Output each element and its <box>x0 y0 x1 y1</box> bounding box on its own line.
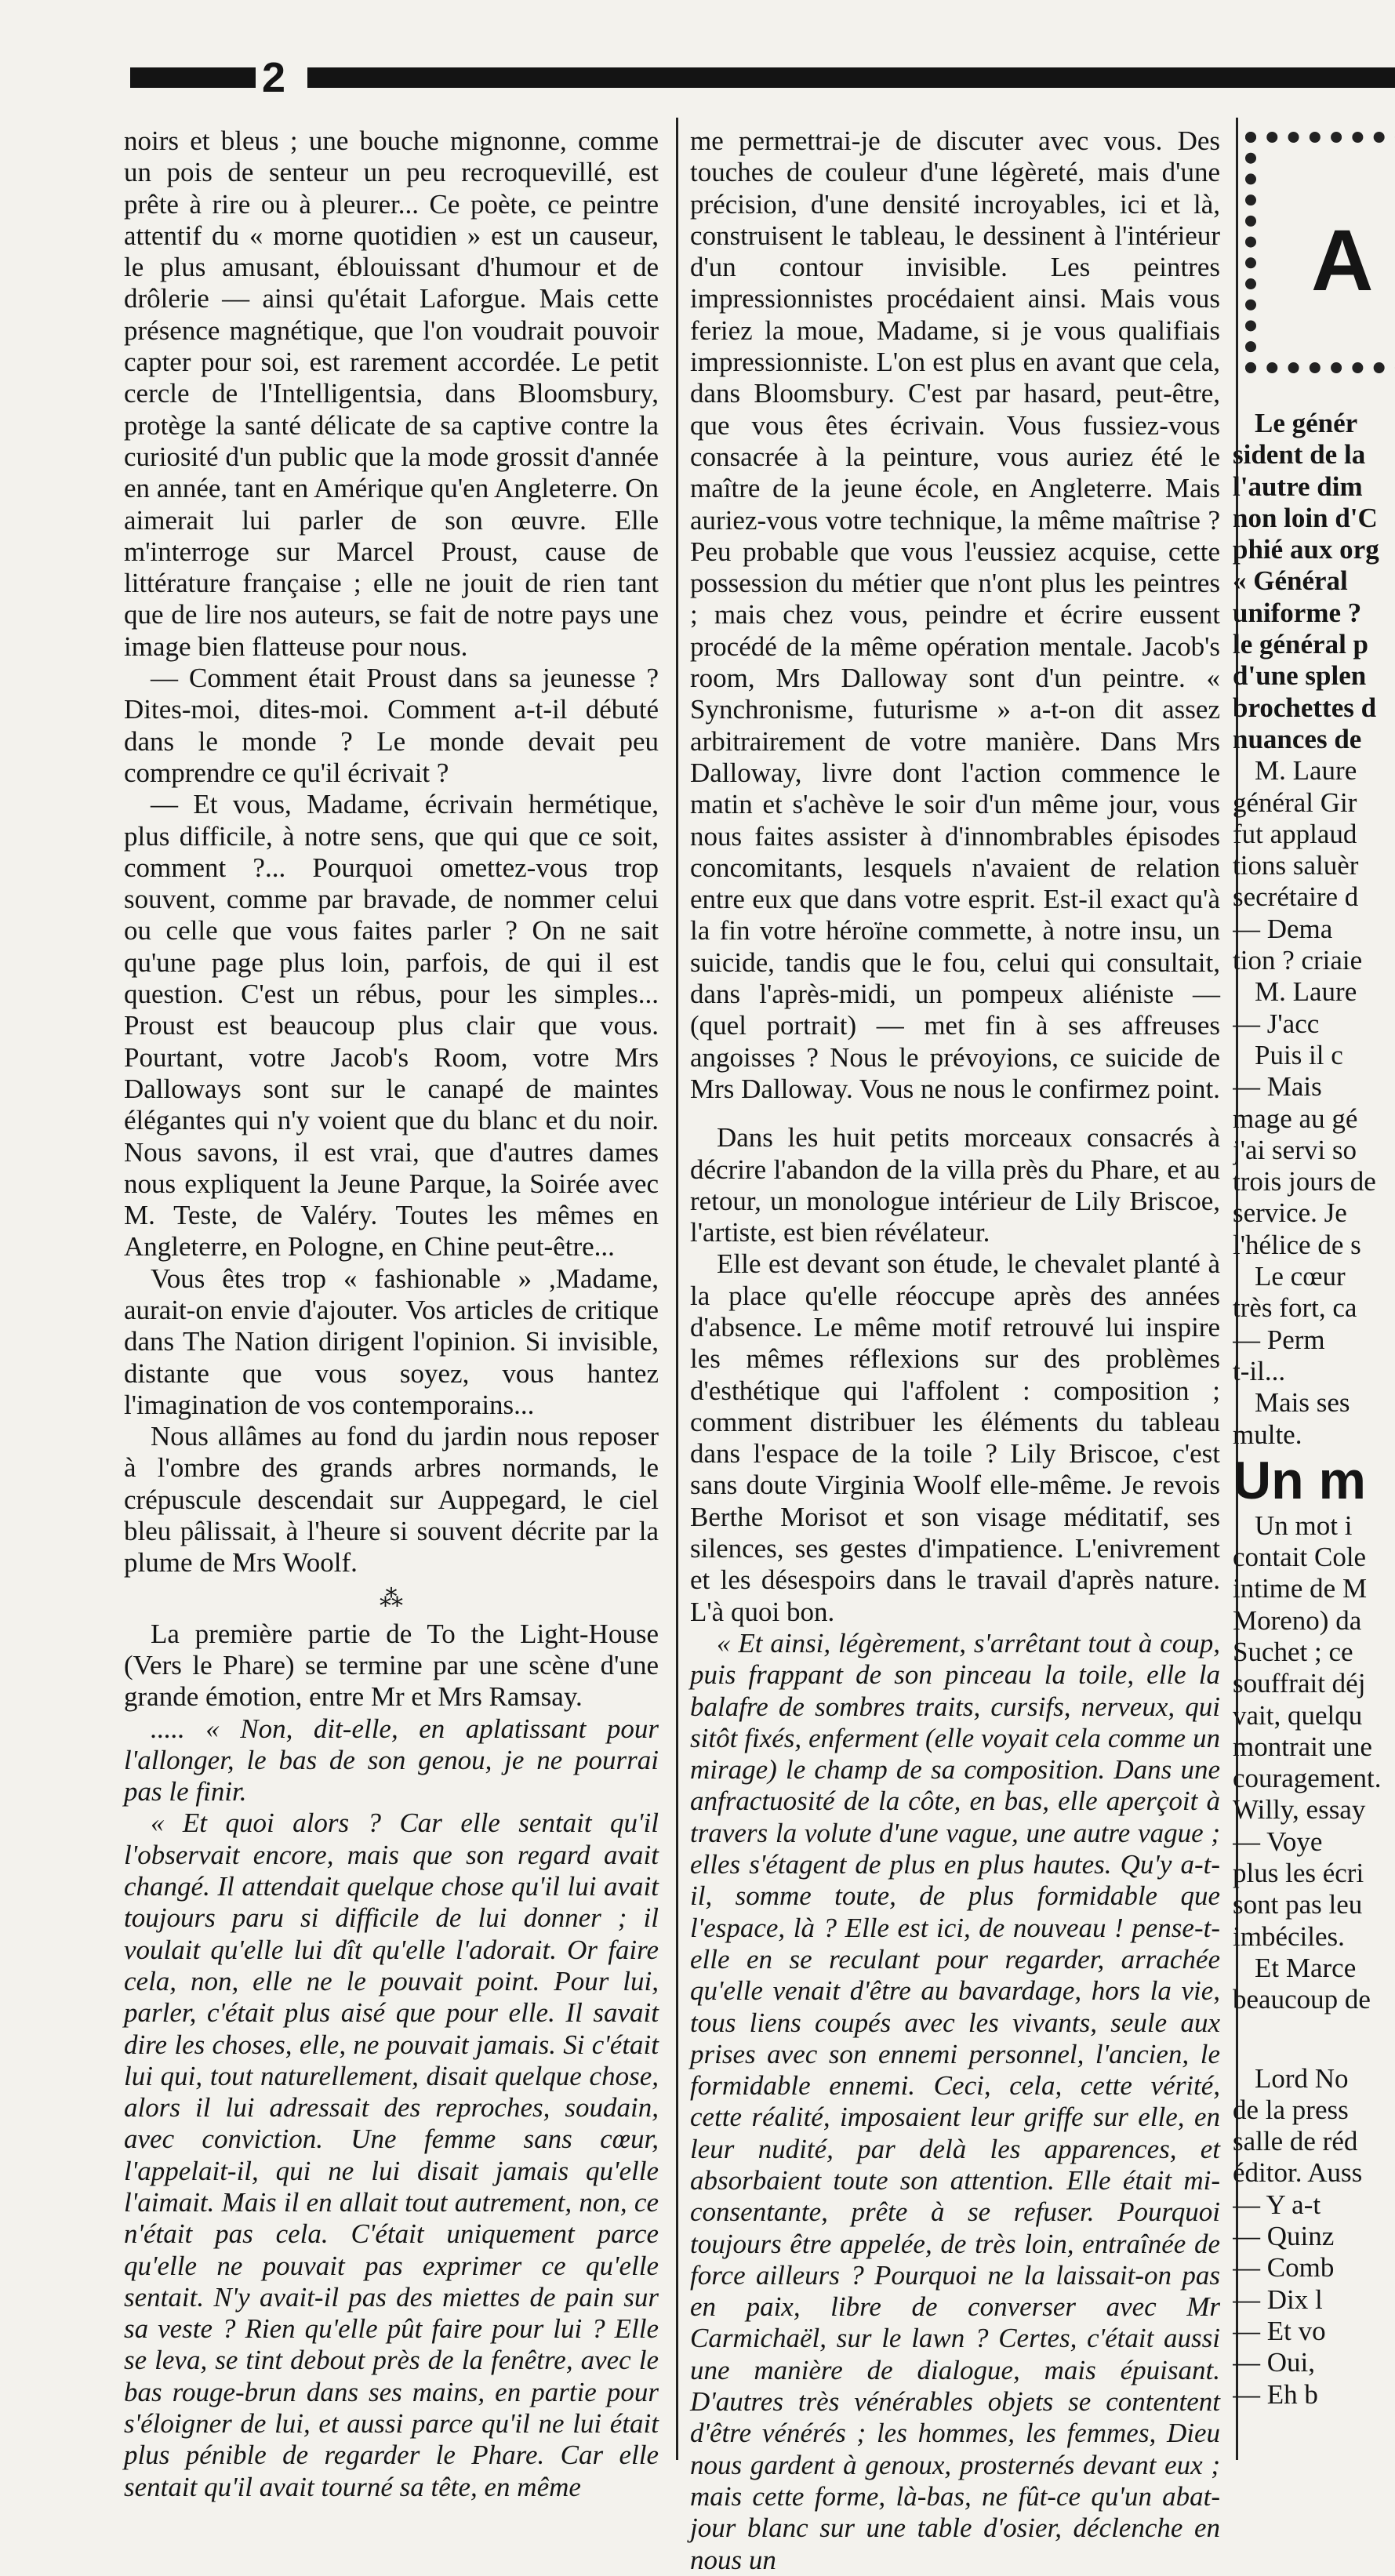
column3-line: — Y a-t <box>1233 2189 1321 2220</box>
column3-line: — Voye <box>1233 1826 1323 1857</box>
paragraph: — Comment était Proust dans sa jeunesse ? Dites-moi, dites-moi. Comment a-t-il débuté dans le monde ? Le monde devait peu comprendre ce qu'il écrivait ? <box>124 663 659 788</box>
column3-line: M. Laure <box>1255 755 1357 787</box>
boxed-headline <box>1245 132 1395 373</box>
column3-line: Lord No <box>1255 2062 1349 2094</box>
column3-line: salle de réd <box>1233 2126 1358 2157</box>
column3-line: — Oui, <box>1233 2347 1315 2378</box>
column3-line: — Dema <box>1233 913 1333 944</box>
column3-line: Willy, essay <box>1233 1794 1366 1826</box>
column3-heading: Un m <box>1233 1450 1366 1510</box>
column3-line: — J'acc <box>1233 1008 1320 1039</box>
paragraph: Nous allâmes au fond du jardin nous reposer à l'ombre des grands arbres normands, le crépuscule descendait sur Auppegard, le ciel bleu pâlissait, à l'heure si souvent décrite par la plume de Mrs Woolf. <box>124 1421 659 1579</box>
column3-line: sident de la <box>1233 439 1366 471</box>
column3-line: couragement. <box>1233 1763 1382 1794</box>
paragraph: Dans les huit petits morceaux consacrés à décrire l'abandon de la villa près du Phare, et au retour, un monologue intérieur de Lily Briscoe, l'artiste, est bien révélateur. <box>690 1122 1220 1248</box>
paragraph: ..... « Non, dit-elle, en aplatissant pour l'allonger, le bas de son genou, je ne pourrai pas le finir. <box>124 1713 659 1808</box>
column3-line: tion ? criaie <box>1233 945 1363 976</box>
column3-line: Le cœur <box>1255 1261 1346 1292</box>
column-2 <box>690 125 1220 2576</box>
column3-line: de la press <box>1233 2094 1349 2125</box>
top-rule-left <box>130 67 256 88</box>
column3-line: Puis il c <box>1255 1039 1343 1070</box>
column3-line: contait Cole <box>1233 1542 1367 1573</box>
boxed-headline-letter: A <box>1311 213 1374 309</box>
column3-line: — Quinz <box>1233 2221 1335 2252</box>
column3-line: le général p <box>1233 629 1369 660</box>
page-number: 2 <box>262 54 286 101</box>
column3-line: uniforme ? <box>1233 597 1362 628</box>
column3-line: phié aux org <box>1233 534 1379 565</box>
column3-line: Suchet ; ce <box>1233 1636 1353 1667</box>
column3-line: nuances de <box>1233 723 1362 754</box>
column3-line: beaucoup de <box>1233 1984 1371 2015</box>
paragraph: « Et quoi alors ? Car elle sentait qu'il l'observait encore, mais que son regard avait changé. Il attendait quelque chose qu'il lui avait toujours paru si difficile de lui donner ; il voulait qu'elle lui dît qu'elle l'adorait. Or faire cela, non, elle ne le pouvait point. Pour lui, parler, c'était plus aisé que pour elle. Il savait dire les choses, elle, ne pouvait jamais. Si c'était lui qui, tout naturellement, disait quelque chose, alors il lui adressait des reproches, soudain, avec conviction. Une femme sans cœur, l'appelait-il, qui ne lui disait jamais qu'elle l'aimait. Mais il en allait tout autrement, non, ce n'était pas cela. C'était uniquement parce qu'elle ne pouvait pas exprimer ce qu'elle sentait. N'y avait-il pas des miettes de pain sur sa veste ? Rien qu'elle pût faire pour lui ? Elle se leva, se tint debout près de la fenêtre, avec le bas rouge-brun dans ses mains, en partie pour s'éloigner de lui, et aussi parce qu'il ne lui était plus pénible de regarder le Phare. Car elle sentait qu'il avait tourné sa tête, en même <box>124 1808 659 2502</box>
paragraph: me permettrai-je de discuter avec vous. Des touches de couleur d'une légèreté, mais d'une précision, d'une densité incroyables, ici et là, construisent le tableau, le dessinent à l'intérieur d'un contour invisible. Les peintres impressionnistes procédaient ainsi. Mais vous feriez la moue, Madame, si je vous qualifiais impressionniste. L'on est plus en avant que cela, dans Bloomsbury. C'est par hasard, peut-être, que vous êtes écrivain. Vous fussiez-vous consacrée à la peinture, vous auriez été le maître de la jeune école, en Angleterre. Mais auriez-vous votre technique, la même maîtrise ? Peu probable que vous l'eussiez acquise, cette possession du métier que n'ont plus les peintres ; mais chez vous, peindre et écrire eussent procédé de la même opération mentale. Jacob's room, Mrs Dalloway sont d'un peintre. « Synchronisme, futurisme » a-t-on dit assez arbitrairement de votre manière. Dans Mrs Dalloway, livre dont l'action commence le matin et s'achève le soir d'un même jour, vous nous faites assister à d'innombrables épisodes concomitants, lesquels n'avaient de relation entre eux que dans votre esprit. Est-il exact qu'à la fin votre héroïne commette, à notre insu, un suicide, tandis que le fou, celui qui consultait, dans l'après-midi, un pompeux aliéniste — (quel portrait) — met fin à ses affreuses angoisses ? Nous le prévoyions, ce suicide de Mrs Dalloway. Vous ne nous le confirmez point. <box>690 125 1220 1104</box>
column3-line: Et Marce <box>1255 1952 1357 1983</box>
column3-line: trois jours de <box>1233 1166 1376 1197</box>
column3-line: l'autre dim <box>1233 471 1363 502</box>
column3-line: j'ai servi so <box>1233 1134 1357 1165</box>
column-1 <box>124 125 659 2503</box>
column3-line: non loin d'C <box>1233 502 1378 533</box>
column3-line: — Comb <box>1233 2252 1335 2284</box>
column3-line: — Perm <box>1233 1324 1325 1355</box>
column3-line: intime de M <box>1233 1573 1368 1604</box>
column3-line: Un mot i <box>1255 1510 1353 1541</box>
column3-line: éditor. Auss <box>1233 2157 1363 2189</box>
paragraph: — Et vous, Madame, écrivain hermétique, plus difficile, à notre sens, que qui que ce soit, comment ?... Pourquoi omettez-vous trop souvent, comme par bravade, de nommer celui ou celle que vous faites parler ? On ne sait qu'une page plus loin, parfois, de qui il est question. C'est un rébus, pour les simples... Proust est beaucoup plus clair que vous. Pourtant, votre Jacob's Room, votre Mrs Dalloways sont sur le canapé de maintes élégantes qui n'y voient que du blanc et du noir. Nous savons, il est vrai, que d'autres dames nous expliquent la Jeune Parque, la Soirée avec M. Teste, de Valéry. Toutes les mêmes en Angleterre, en Pologne, en Chine peut-être... <box>124 789 659 1263</box>
column3-line: l'hélice de s <box>1233 1229 1361 1260</box>
column3-line: t-il... <box>1233 1355 1286 1386</box>
paragraph: Vous êtes trop « fashionable » ,Madame, aurait-on envie d'ajouter. Vos articles de critique dans The Nation dirigent l'opinion. Si invisible, distante que vous soyez, vous hantez l'imagination de vos contemporains... <box>124 1263 659 1420</box>
column3-line: Moreno) da <box>1233 1604 1362 1636</box>
column3-line: multe. <box>1233 1419 1302 1450</box>
paragraph: noirs et bleus ; une bouche mignonne, comme un pois de senteur un peu recroquevillé, est prête à rire ou à pleurer... Ce poète, ce peintre attentif du « morne quotidien » est un causeur, le plus amusant, éblouissant d'humour et de drôlerie — ainsi qu'était Laforgue. Mais cette présence magnétique, que l'on voudrait pouvoir capter pour soi, est rarement accordée. Le petit cercle de l'Intelligentsia, dans Bloomsbury, protège la santé délicate de sa captive contre la curiosité d'un public que la mode grossit d'année en année, tant en Amérique qu'en Angleterre. On aimerait lui parler de son œuvre. Elle m'interroge sur Marcel Proust, cause de littérature française ; elle ne jouit de rien tant que de lire nos auteurs, se fait de notre pays une image bien flatteuse pour nous. <box>124 125 659 662</box>
column3-line: M. Laure <box>1255 976 1357 1008</box>
column3-line: vait, quelqu <box>1233 1699 1363 1731</box>
paragraph: La première partie de To the Light-House (Vers le Phare) se termine par une scène d'une grande émotion, entre Mr et Mrs Ramsay. <box>124 1618 659 1713</box>
column3-line: secrétaire d <box>1233 881 1359 913</box>
column3-line: général Gir <box>1233 787 1357 818</box>
top-rule-right <box>307 67 1395 88</box>
column3-line: — Eh b <box>1233 2378 1318 2410</box>
column3-line: souffrait déj <box>1233 1668 1366 1699</box>
column3-line: Le génér <box>1255 408 1358 438</box>
column3-line: montrait une <box>1233 1731 1372 1762</box>
paragraph: « Et ainsi, légèrement, s'arrêtant tout à coup, puis frappant de son pinceau la toile, elle la balafre de sombres traits, cursifs, nerveux, qui sitôt fixés, enferment (elle voyait cela comme un mirage) le champ de sa composition. Dans une anfractuosité de la côte, en bas, elle aperçoit à travers la volute d'une vague, une autre vague ; elles s'étagent de plus en plus hautes. Qu'y a-t-il, somme toute, de plus formidable que l'espace, là ? Elle est ici, de nouveau ! pense-t-elle en se reculant pour regarder, arrachée qu'elle venait d'être au bavardage, hors la vie, tous liens coupés avec les vivants, seule aux prises avec son ennemi personnel, l'ancien, le formidable ennemi. Ceci, cela, cette vérité, cette réalité, imposaient leur griffe sur elle, en leur nudité, par delà les apparences, et absorbaient toute son attention. Elle était mi-consentante, prête à se refuser. Pourquoi toujours être appelée, de très loin, entraînée de force ailleurs ? Pourquoi ne la laissait-on pas en paix, libre de converser avec Mr Carmichaël, sur le lawn ? Certes, c'était aussi une manière de dialogue, mais épuisant. D'autres très vénérables objets se contentent d'être vénérés ; les hommes, les femmes, Dieu nous gardent à genoux, prosternés devant eux ; mais cette forme, là-bas, ne fût-ce qu'un abat-jour blanc sur une table d'osier, déclenche en nous un <box>690 1627 1220 2575</box>
column3-line: imbéciles. <box>1233 1920 1345 1952</box>
column3-line: mage au gé <box>1233 1103 1358 1134</box>
column3-line: d'une splen <box>1233 660 1367 692</box>
column3-line: brochettes d <box>1233 692 1377 723</box>
column3-line: « Général <box>1233 565 1348 597</box>
column3-line: fut applaud <box>1233 818 1357 849</box>
column3-line: tions saluèr <box>1233 850 1359 881</box>
paragraph: Elle est devant son étude, le chevalet planté à la place qu'elle réoccupe après des années d'absence. Le même motif retrouvé lui inspire les mêmes réflexions sur des problèmes d'esthétique qui l'affolent : composition ; comment distribuer les éléments du tableau dans l'espace de la toile ? Lily Briscoe, c'est sans doute Virginia Woolf elle-même. Je revois Berthe Morisot et son visage méditatif, ses silences, ses gestes d'impatience. L'enivrement et les désespoirs dans le travail d'après nature. L'à quoi bon. <box>690 1248 1220 1627</box>
column3-line: — Mais <box>1233 1071 1322 1103</box>
column3-line: service. Je <box>1233 1197 1347 1229</box>
section-separator: ⁂ <box>380 1585 403 1611</box>
column3-line: Mais ses <box>1255 1387 1350 1419</box>
column-3 <box>1233 408 1395 2411</box>
column3-line: — Et vo <box>1233 2315 1326 2346</box>
column3-line: plus les écri <box>1233 1858 1364 1889</box>
column-rule-1 <box>676 118 678 2460</box>
column3-line: très fort, ca <box>1233 1292 1357 1324</box>
column3-line: sont pas leu <box>1233 1889 1363 1920</box>
column3-line: — Dix l <box>1233 2284 1323 2315</box>
